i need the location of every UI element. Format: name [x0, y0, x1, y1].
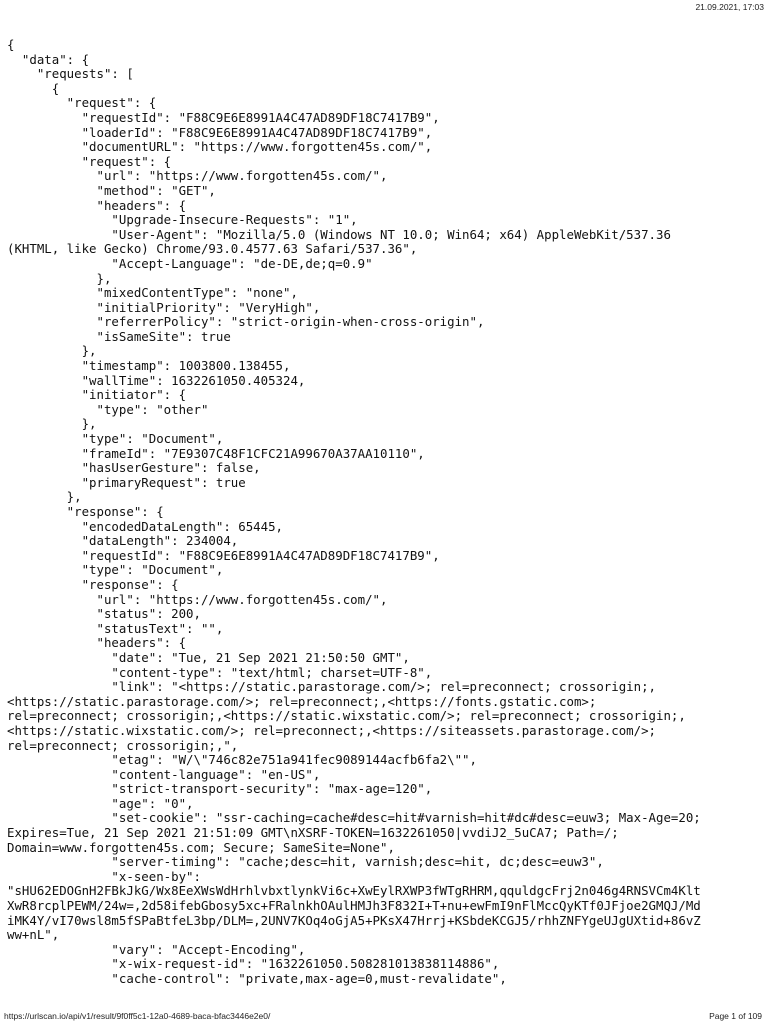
- json-line: },: [7, 417, 97, 432]
- json-line: "isSameSite": true: [7, 329, 231, 344]
- json-line: "cache-control": "private,max-age=0,must-revalidate",: [7, 972, 507, 986]
- json-line: rel=preconnect; crossorigin;,<https://static.wixstatic.com/>; rel=preconnect; crossorigin;,: [7, 709, 686, 724]
- json-line: "initialPriority": "VeryHigh",: [7, 300, 321, 315]
- json-line: {: [7, 81, 60, 96]
- print-timestamp: 21.09.2021, 17:03: [695, 2, 764, 12]
- json-line: "method": "GET",: [7, 183, 216, 198]
- json-line: "User-Agent": "Mozilla/5.0 (Windows NT 10.0; Win64; x64) AppleWebKit/537.36: [7, 227, 671, 242]
- json-line: "x-seen-by":: [7, 869, 201, 884]
- json-line: "type": "Document",: [7, 563, 224, 578]
- json-line: },: [7, 490, 82, 505]
- json-line: "timestamp": 1003800.138455,: [7, 359, 291, 374]
- json-line: "response": {: [7, 505, 164, 519]
- json-line: "server-timing": "cache;desc=hit, varnish;desc=hit, dc;desc=euw3",: [7, 855, 604, 870]
- json-line: "date": "Tue, 21 Sep 2021 21:50:50 GMT",: [7, 650, 410, 665]
- json-line: "request": {: [7, 96, 157, 111]
- source-url: https://urlscan.io/api/v1/result/9f0ff5c1-12a0-4689-baca-bfac3446e2e0/: [4, 1011, 271, 1021]
- json-line: <https://static.parastorage.com/>; rel=preconnect;,<https://fonts.gstatic.com>;: [7, 694, 597, 709]
- json-line: rel=preconnect; crossorigin;,",: [7, 738, 239, 753]
- json-line: "request": {: [7, 154, 172, 169]
- json-line: "wallTime": 1632261050.405324,: [7, 373, 306, 388]
- json-line: },: [7, 344, 97, 359]
- json-line: "requests": [: [7, 67, 134, 82]
- json-line: "data": {: [7, 52, 90, 67]
- json-line: (KHTML, like Gecko) Chrome/93.0.4577.63 Safari/537.36",: [7, 242, 418, 257]
- json-line: "headers": {: [7, 198, 187, 213]
- json-line: "link": "<https://static.parastorage.com/>; rel=preconnect; crossorigin;,: [7, 680, 657, 695]
- json-line: "Upgrade-Insecure-Requests": "1",: [7, 213, 358, 228]
- json-line: "loaderId": "F88C9E6E8991A4C47AD89DF18C7417B9",: [7, 125, 433, 140]
- json-line: "content-language": "en-US",: [7, 767, 321, 782]
- json-line: "type": "other": [7, 402, 209, 417]
- json-line: "status": 200,: [7, 607, 201, 622]
- json-line: ww+nL",: [7, 928, 60, 943]
- json-line: XwR8rcplPEWM/24w=,2d58ifebGbosy5xc+FRalnkhOAulHMJh3F832I+T+nu+ewFmI9nFlMccQyKTf0JFjoe2GMQJ/Md: [7, 899, 701, 914]
- json-line: "type": "Document",: [7, 432, 224, 447]
- json-line: <https://static.wixstatic.com/>; rel=preconnect;,<https://siteassets.parastorage.com/>;: [7, 723, 657, 738]
- page-number: Page 1 of 109: [709, 1011, 762, 1021]
- json-line: "headers": {: [7, 636, 187, 651]
- json-line: "requestId": "F88C9E6E8991A4C47AD89DF18C7417B9",: [7, 548, 440, 563]
- json-line: {: [7, 38, 15, 52]
- json-line: "url": "https://www.forgotten45s.com/",: [7, 169, 388, 184]
- json-line: "referrerPolicy": "strict-origin-when-cross-origin",: [7, 315, 485, 330]
- json-line: "content-type": "text/html; charset=UTF-8",: [7, 665, 433, 680]
- json-line: "set-cookie": "ssr-caching=cache#desc=hit#varnish=hit#dc#desc=euw3; Max-Age=20;: [7, 811, 701, 826]
- json-line: "frameId": "7E9307C48F1CFC21A99670A37AA10110",: [7, 446, 425, 461]
- json-line: "vary": "Accept-Encoding",: [7, 942, 306, 957]
- json-line: "sHU62EDOGnH2FBkJkG/Wx8EeXWsWdHrhlvbxtlynkVi6c+XwEylRXWP3fWTgRHRM,qquldgcFrj2n046g4RNSVCm4Klt: [7, 884, 701, 899]
- json-line: "initiator": {: [7, 388, 187, 403]
- json-line: "mixedContentType": "none",: [7, 286, 298, 301]
- json-line: "primaryRequest": true: [7, 475, 246, 490]
- json-line: "etag": "W/\"746c82e751a941fec9089144acfb6fa2\"",: [7, 753, 477, 768]
- json-document-body: [7, 38, 767, 987]
- json-line: "strict-transport-security": "max-age=120",: [7, 782, 433, 797]
- json-line: "requestId": "F88C9E6E8991A4C47AD89DF18C7417B9",: [7, 110, 440, 125]
- json-line: "documentURL": "https://www.forgotten45s.com/",: [7, 140, 433, 155]
- json-line: Domain=www.forgotten45s.com; Secure; SameSite=None",: [7, 840, 395, 855]
- json-line: "Accept-Language": "de-DE,de;q=0.9": [7, 256, 373, 271]
- json-line: "url": "https://www.forgotten45s.com/",: [7, 592, 388, 607]
- json-line: "dataLength": 234004,: [7, 534, 239, 549]
- json-line: iMK4Y/vI70wsl8m5fSPaBtfeL3bp/DLM=,2UNV7KOq4oGjA5+PKsX47Hrrj+KSbdeKCGJ5/rhhZNFYgeUJgUXtid+86vZ: [7, 913, 701, 928]
- json-line: "response": {: [7, 577, 179, 592]
- json-line: "age": "0",: [7, 796, 194, 811]
- json-line: "hasUserGesture": false,: [7, 461, 261, 476]
- json-line: "x-wix-request-id": "1632261050.508281013838114886",: [7, 957, 500, 972]
- json-line: "statusText": "",: [7, 621, 224, 636]
- json-line: },: [7, 271, 112, 286]
- json-line: Expires=Tue, 21 Sep 2021 21:51:09 GMT\nXSRF-TOKEN=1632261050|vvdiJ2_5uCA7; Path=/;: [7, 826, 619, 841]
- json-line: "encodedDataLength": 65445,: [7, 519, 284, 534]
